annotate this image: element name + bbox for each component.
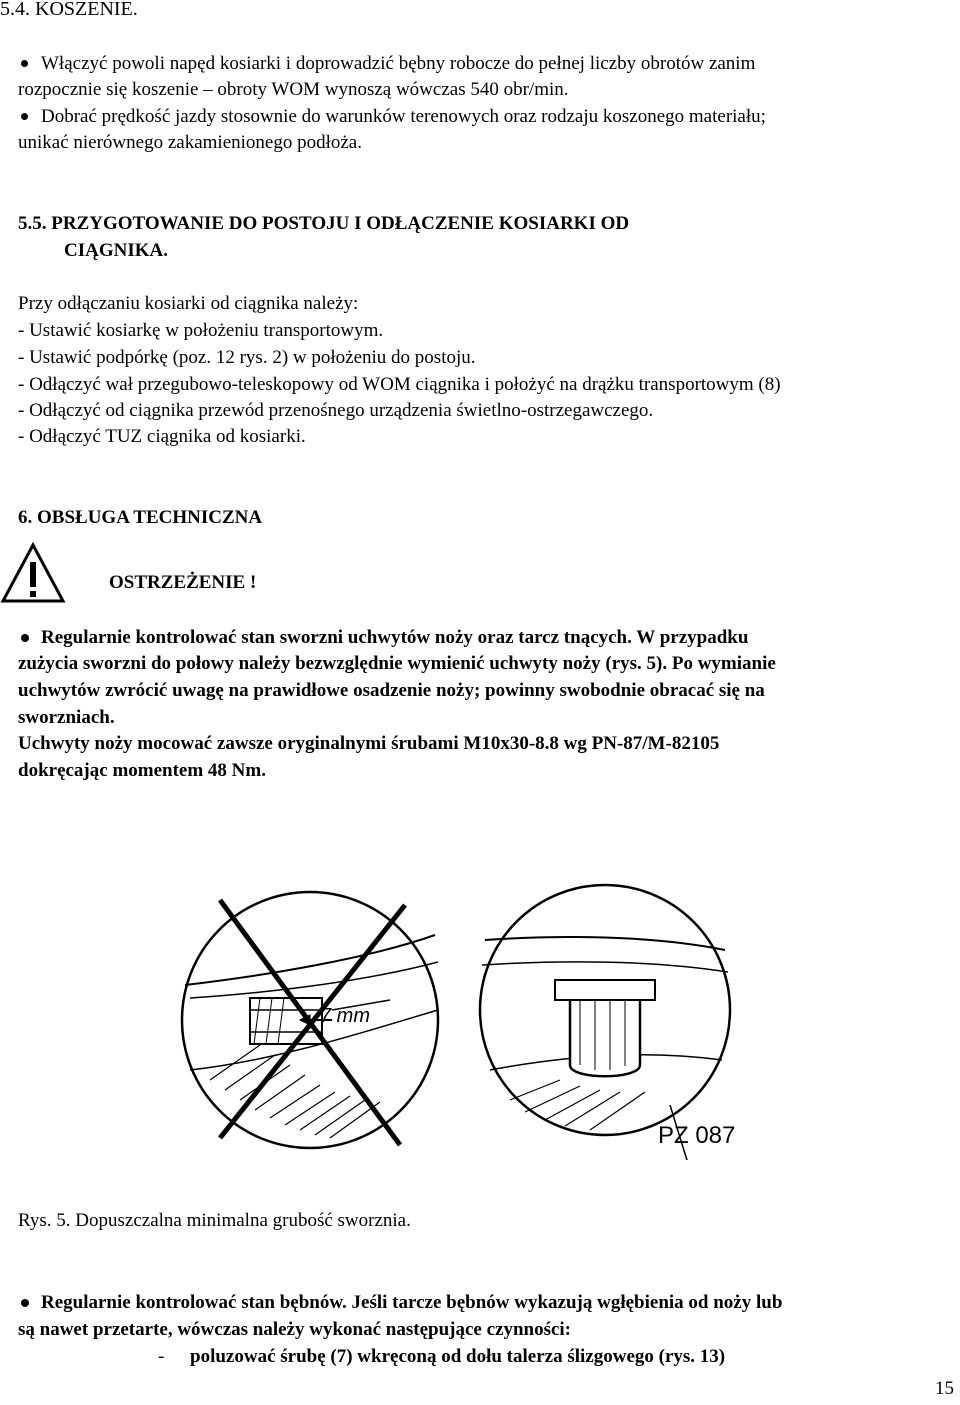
koszenie-bullet-2-line-2: unikać nierównego zakamienionego podłoża. — [18, 132, 362, 153]
good-pin-detail — [480, 885, 730, 1160]
step-item: - Odłączyć od ciągnika przewód przenośnego urządzenia świetlno-ostrzegawczego. — [18, 400, 654, 421]
maintenance-line: uchwytów zwrócić uwagę na prawidłowe osadzenie noży; powinny swobodnie obracać się na — [18, 680, 765, 701]
page-number: 15 — [935, 1378, 954, 1399]
step-item: - Odłączyć TUZ ciągnika od kosiarki. — [18, 426, 306, 447]
section-5-5-title-line-1: 5.5. PRZYGOTOWANIE DO POSTOJU I ODŁĄCZENIE KOSIARKI OD — [18, 213, 630, 234]
maintenance-line: dokręcając momentem 48 Nm. — [18, 760, 266, 781]
koszenie-bullet-1-line-1: Włączyć powoli napęd kosiarki i doprowadzić bębny robocze do pełnej liczby obrotów zanim — [41, 53, 756, 74]
drums-line-2: są nawet przetarte, wówczas należy wykonać następujące czynności: — [18, 1319, 572, 1340]
maintenance-line: zużycia sworzni do połowy należy bezwzględnie wymienić uchwyty noży (rys. 5). Po wymianie — [18, 653, 776, 674]
warning-label: OSTRZEŻENIE ! — [109, 572, 257, 593]
maintenance-line: Uchwyty noży mocować zawsze oryginalnymi śrubami M10x30-8.8 wg PN-87/M-82105 — [18, 733, 720, 754]
koszenie-bullet-2-line-1: Dobrać prędkość jazdy stosownie do warunków terenowych oraz rodzaju koszonego materiału; — [41, 106, 766, 127]
figure-code: PZ 087 — [658, 1122, 736, 1149]
figure-pin-thickness-illustration — [150, 880, 770, 1160]
warning-triangle-icon — [0, 542, 66, 604]
bullet-dot — [21, 113, 28, 120]
drums-step-text: poluzować śrubę (7) wkręconą od dołu talerza ślizgowego (rys. 13) — [190, 1346, 726, 1367]
dimension-label: 7 mm — [320, 1005, 370, 1027]
section-5-4-title: 5.4. KOSZENIE. — [0, 0, 138, 20]
section-5-5-title-line-2: CIĄGNIKA. — [64, 240, 168, 261]
bullet-dot — [21, 60, 28, 67]
maintenance-line: Regularnie kontrolować stan sworzni uchwytów noży oraz tarcz tnących. W przypadku — [41, 627, 749, 648]
section-6-title: 6. OBSŁUGA TECHNICZNA — [18, 507, 263, 528]
maintenance-line: sworzniach. — [18, 707, 115, 728]
section-5-5-intro: Przy odłączaniu kosiarki od ciągnika należy: — [18, 293, 359, 314]
drums-step-dash: - — [158, 1346, 165, 1367]
step-item: - Odłączyć wał przegubowo-teleskopowy od WOM ciągnika i położyć na drążku transportowym (8) — [18, 374, 781, 395]
bullet-dot — [21, 634, 29, 642]
step-item: - Ustawić kosiarkę w położeniu transportowym. — [18, 320, 384, 341]
drums-line-1: Regularnie kontrolować stan bębnów. Jeśli tarcze bębnów wykazują wgłębienia od noży lub — [41, 1292, 783, 1313]
worn-pin-detail — [182, 892, 438, 1148]
step-item: - Ustawić podpórkę (poz. 12 rys. 2) w położeniu do postoju. — [18, 347, 476, 368]
bullet-dot — [21, 1299, 29, 1307]
figure-caption: Rys. 5. Dopuszczalna minimalna grubość sworznia. — [18, 1210, 411, 1231]
koszenie-bullet-1-line-2: rozpocznie się koszenie – obroty WOM wynoszą wówczas 540 obr/min. — [18, 79, 569, 100]
